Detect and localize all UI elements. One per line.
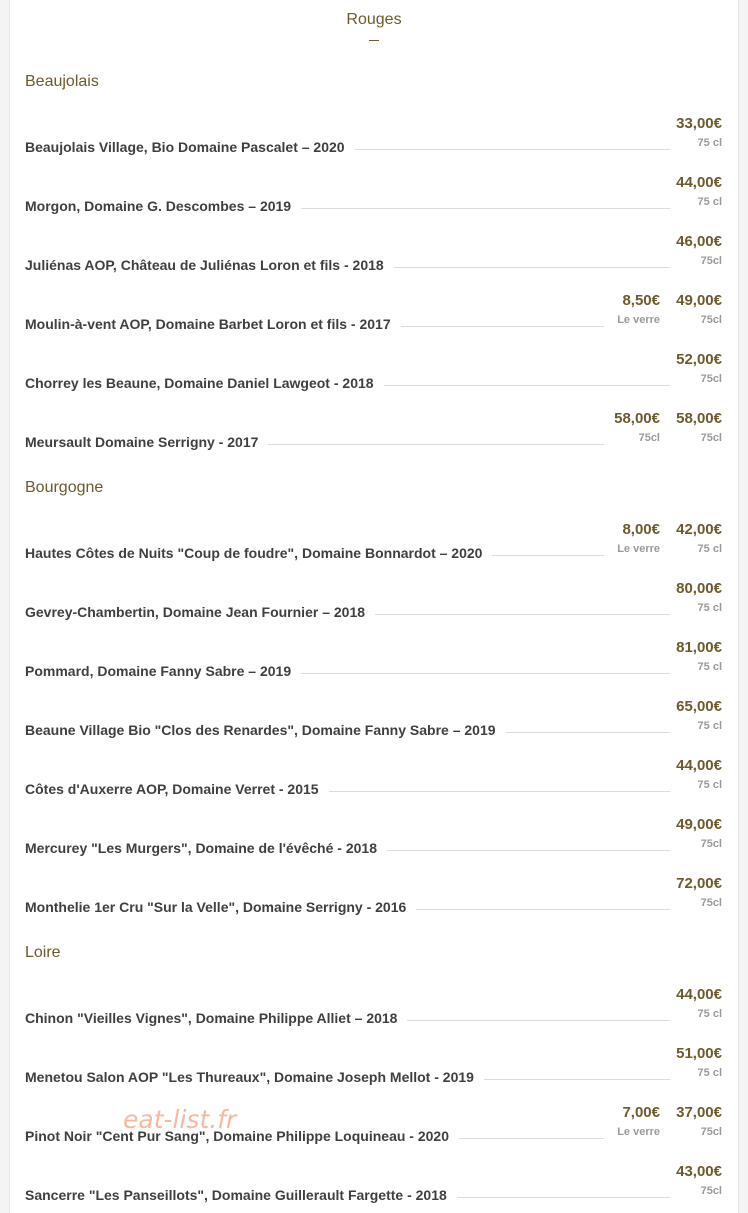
wine-row	[25, 698, 722, 742]
price-unit: 75cl	[638, 432, 660, 444]
dotted-leader	[384, 385, 670, 386]
bottle-price	[672, 1104, 722, 1138]
dotted-leader	[268, 444, 604, 445]
price-unit: 75 cl	[697, 1008, 722, 1020]
wine-name: Juliénas AOP, Château de Juliénas Loron et fils - 2018	[25, 257, 384, 273]
price-amount: 72,00€	[676, 875, 722, 892]
wine-row	[25, 757, 722, 801]
price-unit: 75cl	[700, 838, 722, 850]
wine-name: Chinon "Vieilles Vignes", Domaine Philippe Alliet – 2018	[25, 1010, 398, 1026]
wine-row	[25, 233, 722, 277]
watermark: eat-list.fr	[123, 1105, 237, 1134]
price-unit: 75 cl	[697, 602, 722, 614]
bottle-price	[672, 1045, 722, 1079]
price-unit: 75cl	[700, 432, 722, 444]
section-title: Beaujolais	[25, 73, 99, 90]
price-unit: 75cl	[700, 897, 722, 909]
wine-name: Moulin-à-vent AOP, Domaine Barbet Loron et fils - 2017	[25, 316, 391, 332]
wine-name: Menetou Salon AOP "Les Thureaux", Domaine Joseph Mellot - 2019	[25, 1069, 474, 1085]
secondary-price	[608, 521, 660, 555]
price-amount: 44,00€	[676, 986, 722, 1003]
wine-name: Chorrey les Beaune, Domaine Daniel Lawgeot - 2018	[25, 375, 374, 391]
price-unit: 75 cl	[697, 543, 722, 555]
dotted-leader	[355, 149, 670, 150]
title-divider	[369, 40, 379, 41]
price-unit: 75cl	[700, 1185, 722, 1197]
wine-name: Côtes d'Auxerre AOP, Domaine Verret - 2015	[25, 781, 319, 797]
wine-row	[25, 986, 722, 1030]
price-unit: Le verre	[617, 543, 660, 555]
price-amount: 8,00€	[622, 521, 660, 538]
wine-row	[25, 639, 722, 683]
price-unit: 75 cl	[697, 137, 722, 149]
bottle-price	[672, 757, 722, 791]
price-unit: 75cl	[700, 255, 722, 267]
dotted-leader	[401, 326, 604, 327]
price-amount: 81,00€	[676, 639, 722, 656]
price-unit: 75 cl	[697, 196, 722, 208]
bottle-price	[672, 986, 722, 1020]
wine-row	[25, 174, 722, 218]
wine-name: Pinot Noir "Cent Pur Sang", Domaine Philippe Loquineau - 2020	[25, 1128, 449, 1144]
price-unit: 75cl	[700, 314, 722, 326]
wine-name: Sancerre "Les Panseillots", Domaine Guillerault Fargette - 2018	[25, 1187, 447, 1203]
dotted-leader	[484, 1079, 670, 1080]
price-amount: 52,00€	[676, 351, 722, 368]
price-unit: 75 cl	[697, 720, 722, 732]
price-amount: 58,00€	[614, 410, 660, 427]
wine-row	[25, 115, 722, 159]
price-unit: 75cl	[700, 1126, 722, 1138]
price-amount: 80,00€	[676, 580, 722, 597]
wine-row	[25, 875, 722, 919]
dotted-leader	[301, 208, 670, 209]
price-amount: 44,00€	[676, 757, 722, 774]
dotted-leader	[375, 614, 670, 615]
wine-name: Gevrey-Chambertin, Domaine Jean Fournier – 2018	[25, 604, 366, 620]
price-unit: 75cl	[700, 373, 722, 385]
wine-name: Monthelie 1er Cru "Sur la Velle", Domaine Serrigny - 2016	[25, 899, 407, 915]
price-amount: 7,00€	[622, 1104, 660, 1121]
dotted-leader	[492, 555, 604, 556]
dotted-leader	[457, 1197, 670, 1198]
bottle-price	[672, 639, 722, 673]
price-amount: 43,00€	[676, 1163, 722, 1180]
secondary-price	[608, 1104, 660, 1138]
price-amount: 46,00€	[676, 233, 722, 250]
wine-name: Morgon, Domaine G. Descombes – 2019	[25, 198, 292, 214]
menu-card	[9, 0, 739, 1213]
wine-row	[25, 580, 722, 624]
price-unit: 75 cl	[697, 779, 722, 791]
bottle-price	[672, 521, 722, 555]
bottle-price	[672, 174, 722, 208]
bottle-price	[672, 410, 722, 444]
dotted-leader	[394, 267, 670, 268]
price-unit: Le verre	[617, 314, 660, 326]
dotted-leader	[506, 732, 670, 733]
wine-row	[25, 521, 722, 565]
bottle-price	[672, 816, 722, 850]
bottle-price	[672, 351, 722, 385]
wine-name: Meursault Domaine Serrigny - 2017	[25, 434, 259, 450]
dotted-leader	[407, 1020, 670, 1021]
price-unit: 75 cl	[697, 661, 722, 673]
section-title: Bourgogne	[25, 479, 104, 496]
wine-row	[25, 410, 722, 454]
price-amount: 49,00€	[676, 292, 722, 309]
dotted-leader	[459, 1138, 604, 1139]
price-unit: Le verre	[617, 1126, 660, 1138]
wine-row	[25, 351, 722, 395]
dotted-leader	[301, 673, 670, 674]
price-amount: 44,00€	[676, 174, 722, 191]
wine-row	[25, 816, 722, 860]
price-amount: 8,50€	[622, 292, 660, 309]
dotted-leader	[329, 791, 670, 792]
secondary-price	[608, 410, 660, 444]
price-amount: 33,00€	[676, 115, 722, 132]
price-amount: 49,00€	[676, 816, 722, 833]
price-amount: 42,00€	[676, 521, 722, 538]
wine-name: Hautes Côtes de Nuits "Coup de foudre", Domaine Bonnardot – 2020	[25, 545, 483, 561]
wine-name: Beaune Village Bio "Clos des Renardes", Domaine Fanny Sabre – 2019	[25, 722, 496, 738]
secondary-price	[608, 292, 660, 326]
price-amount: 65,00€	[676, 698, 722, 715]
wine-row	[25, 1045, 722, 1089]
bottle-price	[672, 580, 722, 614]
bottle-price	[672, 233, 722, 267]
bottle-price	[672, 1163, 722, 1197]
price-unit: 75 cl	[697, 1067, 722, 1079]
bottle-price	[672, 115, 722, 149]
bottle-price	[672, 698, 722, 732]
bottle-price	[672, 292, 722, 326]
wine-name: Mercurey "Les Murgers", Domaine de l'évêché - 2018	[25, 840, 377, 856]
wine-row	[25, 292, 722, 336]
price-amount: 58,00€	[676, 410, 722, 427]
wine-name: Pommard, Domaine Fanny Sabre – 2019	[25, 663, 292, 679]
bottle-price	[672, 875, 722, 909]
section-title: Loire	[25, 944, 61, 961]
dotted-leader	[416, 909, 670, 910]
page-title: Rouges	[346, 11, 402, 28]
wine-row	[25, 1163, 722, 1207]
dotted-leader	[387, 850, 670, 851]
price-amount: 51,00€	[676, 1045, 722, 1062]
price-amount: 37,00€	[676, 1104, 722, 1121]
wine-name: Beaujolais Village, Bio Domaine Pascalet – 2020	[25, 139, 345, 155]
